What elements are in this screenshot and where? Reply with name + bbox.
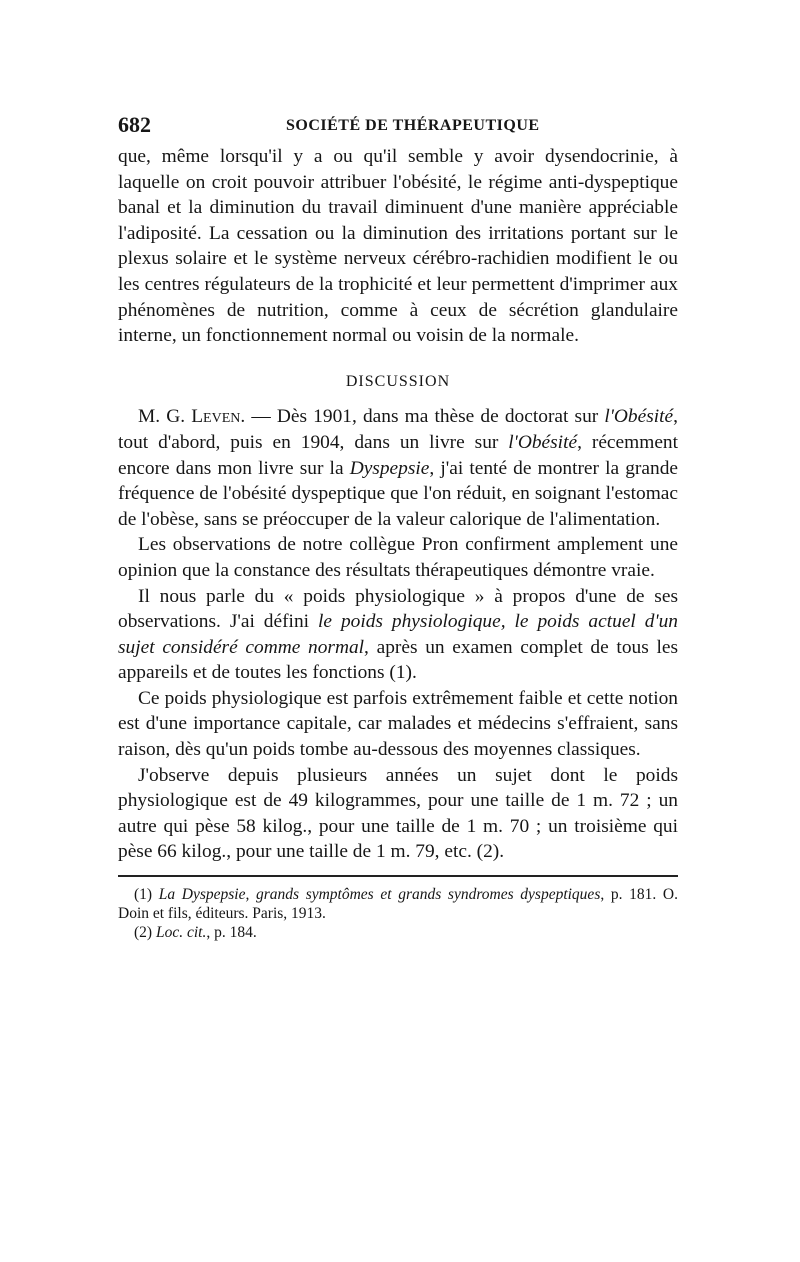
paragraph-6: J'observe depuis plusieurs années un sujet dont le poids physiologique est de 49 kilogrammes, pour une taille de 1 m. 72 ; un autre qui pèse 58 kilog., pour une taille de 1 m. 70 ; un troisième qui pèse 66 kilog., pour une taille de 1 m. 79, etc. (2). (118, 764, 678, 863)
paragraph-3: Les observations de notre collègue Pron confirment amplement une opinion que la constance des résultats thérapeutiques démontre vraie. (118, 534, 678, 581)
running-header (118, 108, 678, 144)
paragraph-2: M. G. Leven. — Dès 1901, dans ma thèse de doctorat sur l'Obésité, tout d'abord, puis en 1904, dans un livre sur l'Obésité, récemment encore dans mon livre sur la Dyspepsie, j'ai tenté de montrer la grande fréquence de l'obésité dyspeptique que l'on réduit, en soignant l'estomac de l'obèse, sans se préoccuper de la valeur calorique de l'alimentation. (118, 406, 679, 530)
footnote-1: (1) La Dyspepsie, grands symptômes et grands syndromes dyspeptiques, p. 181. O. Doin et fils, éditeurs. Paris, 1913. (118, 886, 679, 923)
section-heading: DISCUSSION (345, 372, 451, 390)
body-text (118, 144, 678, 865)
footnote-divider (118, 875, 678, 877)
page-number: 682 (118, 112, 151, 137)
speaker-name: M. G. Leven. (138, 406, 246, 428)
paragraph-4: Il nous parle du « poids physiologique » à propos d'une de ses observations. J'ai défini le poids physiologique, le poids actuel d'un sujet considéré comme normal, après un examen complet de tous les appareils et de toutes les fonctions (1). (118, 585, 678, 684)
paragraph-1: que, même lorsqu'il y a ou qu'il semble y avoir dysendocrinie, à laquelle on croit pouvoir attribuer l'obésité, le régime anti-dyspeptique banal et la diminution du travail diminuent d'une manière appréciable l'adiposité. La cessation ou la diminution des irritations portant sur le plexus solaire et le système nerveux cérébro-rachidien modifient le ou les centres régulateurs de la trophicité et leur permettent d'imprimer aux phénomènes de nutrition, comme à ceux de sécrétion glandulaire interne, un fonctionnement normal ou voisin de la normale. (118, 146, 678, 347)
footnote-2: (2) Loc. cit., p. 184. (134, 924, 257, 942)
document-page (118, 108, 678, 942)
footnotes (118, 885, 678, 942)
page-header-title: SOCIÉTÉ DE THÉRAPEUTIQUE (286, 117, 540, 134)
paragraph-5: Ce poids physiologique est parfois extrêmement faible et cette notion est d'une importance capitale, car malades et médecins s'effraient, sans raison, dès qu'un poids tombe au-dessous des moyennes classiques. (118, 687, 678, 761)
